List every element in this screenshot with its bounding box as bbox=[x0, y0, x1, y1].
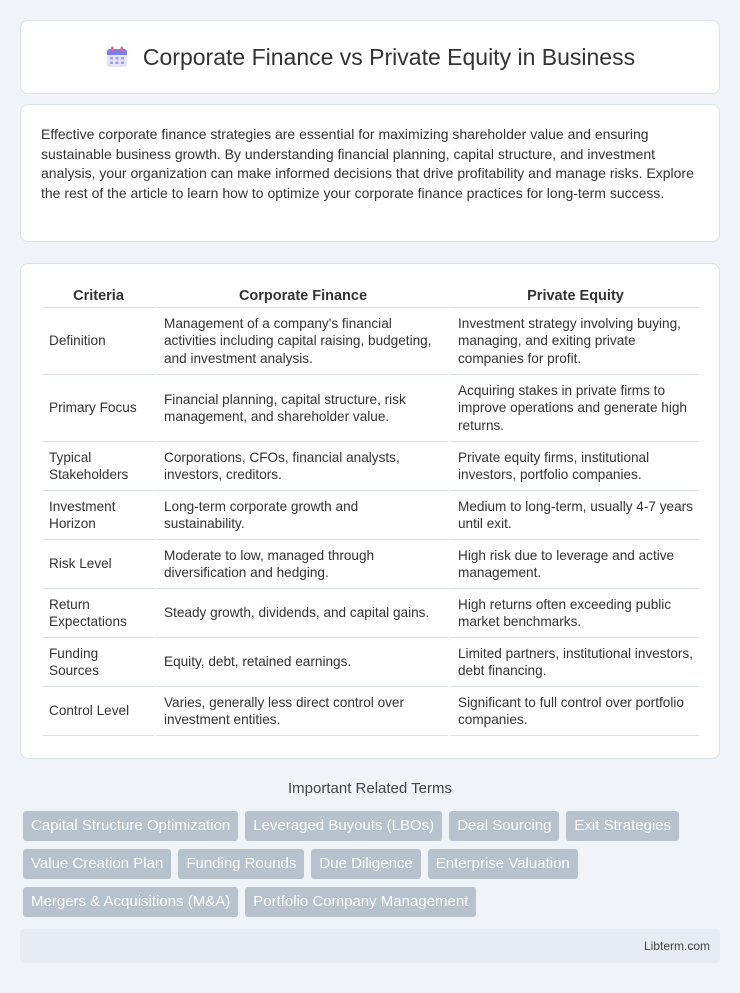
table-row bbox=[43, 589, 699, 638]
table-row bbox=[43, 540, 699, 589]
criteria-cell: Control Level bbox=[43, 687, 154, 736]
private-equity-cell: Significant to full control over portfolio companies. bbox=[448, 687, 699, 736]
intro-text: Effective corporate finance strategies are essential for maximizing shareholder value and ensuring sustainable business growth. By understanding financial planning, capital structure, and investment analysis, your organization can make informed decisions that drive profitability and manage risks. Explore the rest of the article to learn how to optimize your corporate finance practices for long-term success. bbox=[41, 126, 694, 201]
footer-brand-link[interactable]: Libterm.com bbox=[643, 939, 710, 953]
criteria-cell: Funding Sources bbox=[43, 638, 154, 687]
private-equity-cell: Acquiring stakes in private firms to improve operations and generate high returns. bbox=[448, 375, 699, 442]
footer bbox=[20, 929, 720, 963]
column-header: Criteria bbox=[43, 284, 154, 308]
private-equity-cell: Private equity firms, institutional investors, portfolio companies. bbox=[448, 442, 699, 491]
corporate-finance-cell: Equity, debt, retained earnings. bbox=[154, 638, 448, 687]
related-term-tag[interactable]: Funding Rounds bbox=[178, 849, 304, 879]
private-equity-cell: High returns often exceeding public market benchmarks. bbox=[448, 589, 699, 638]
table-header-row bbox=[43, 284, 699, 308]
criteria-cell: Investment Horizon bbox=[43, 491, 154, 540]
corporate-finance-cell: Long-term corporate growth and sustainability. bbox=[154, 491, 448, 540]
related-term-tag[interactable]: Leveraged Buyouts (LBOs) bbox=[245, 811, 442, 841]
related-term-tag[interactable]: Due Diligence bbox=[311, 849, 420, 879]
intro-card bbox=[20, 104, 720, 242]
table-row bbox=[43, 375, 699, 442]
private-equity-cell: High risk due to leverage and active management. bbox=[448, 540, 699, 589]
tag-row bbox=[23, 887, 723, 917]
related-terms-title: Important Related Terms bbox=[288, 780, 452, 797]
corporate-finance-cell: Varies, generally less direct control over investment entities. bbox=[154, 687, 448, 736]
table-row bbox=[43, 442, 699, 491]
tag-row bbox=[23, 849, 723, 879]
criteria-cell: Primary Focus bbox=[43, 375, 154, 442]
criteria-cell: Definition bbox=[43, 308, 154, 375]
criteria-cell: Return Expectations bbox=[43, 589, 154, 638]
page-title: Corporate Finance vs Private Equity in Business bbox=[142, 43, 636, 70]
table-row bbox=[43, 638, 699, 687]
table-row bbox=[43, 308, 699, 375]
related-term-tag[interactable]: Enterprise Valuation bbox=[428, 849, 578, 879]
private-equity-cell: Investment strategy involving buying, managing, and exiting private companies for profit. bbox=[448, 308, 699, 375]
calendar-icon bbox=[105, 45, 129, 69]
related-term-tag[interactable]: Portfolio Company Management bbox=[245, 887, 476, 917]
criteria-cell: Typical Stakeholders bbox=[43, 442, 154, 491]
corporate-finance-cell: Financial planning, capital structure, risk management, and shareholder value. bbox=[154, 375, 448, 442]
table-row bbox=[43, 491, 699, 540]
tag-row bbox=[23, 811, 723, 841]
related-term-tag[interactable]: Exit Strategies bbox=[566, 811, 679, 841]
corporate-finance-cell: Corporations, CFOs, financial analysts, investors, creditors. bbox=[154, 442, 448, 491]
related-term-tag[interactable]: Mergers & Acquisitions (M&A) bbox=[23, 887, 238, 917]
corporate-finance-cell: Moderate to low, managed through diversification and hedging. bbox=[154, 540, 448, 589]
related-term-tag[interactable]: Deal Sourcing bbox=[449, 811, 559, 841]
private-equity-cell: Medium to long-term, usually 4-7 years until exit. bbox=[448, 491, 699, 540]
private-equity-cell: Limited partners, institutional investors, debt financing. bbox=[448, 638, 699, 687]
related-term-tag[interactable]: Value Creation Plan bbox=[23, 849, 171, 879]
related-terms-tags bbox=[23, 811, 723, 925]
comparison-table bbox=[43, 284, 699, 736]
title-card bbox=[20, 20, 720, 94]
column-header: Private Equity bbox=[448, 284, 699, 308]
column-header: Corporate Finance bbox=[154, 284, 448, 308]
comparison-table-card bbox=[20, 263, 720, 759]
corporate-finance-cell: Steady growth, dividends, and capital gains. bbox=[154, 589, 448, 638]
criteria-cell: Risk Level bbox=[43, 540, 154, 589]
table-row bbox=[43, 687, 699, 736]
corporate-finance-cell: Management of a company's financial activities including capital raising, budgeting, and investment analysis. bbox=[154, 308, 448, 375]
related-term-tag[interactable]: Capital Structure Optimization bbox=[23, 811, 238, 841]
